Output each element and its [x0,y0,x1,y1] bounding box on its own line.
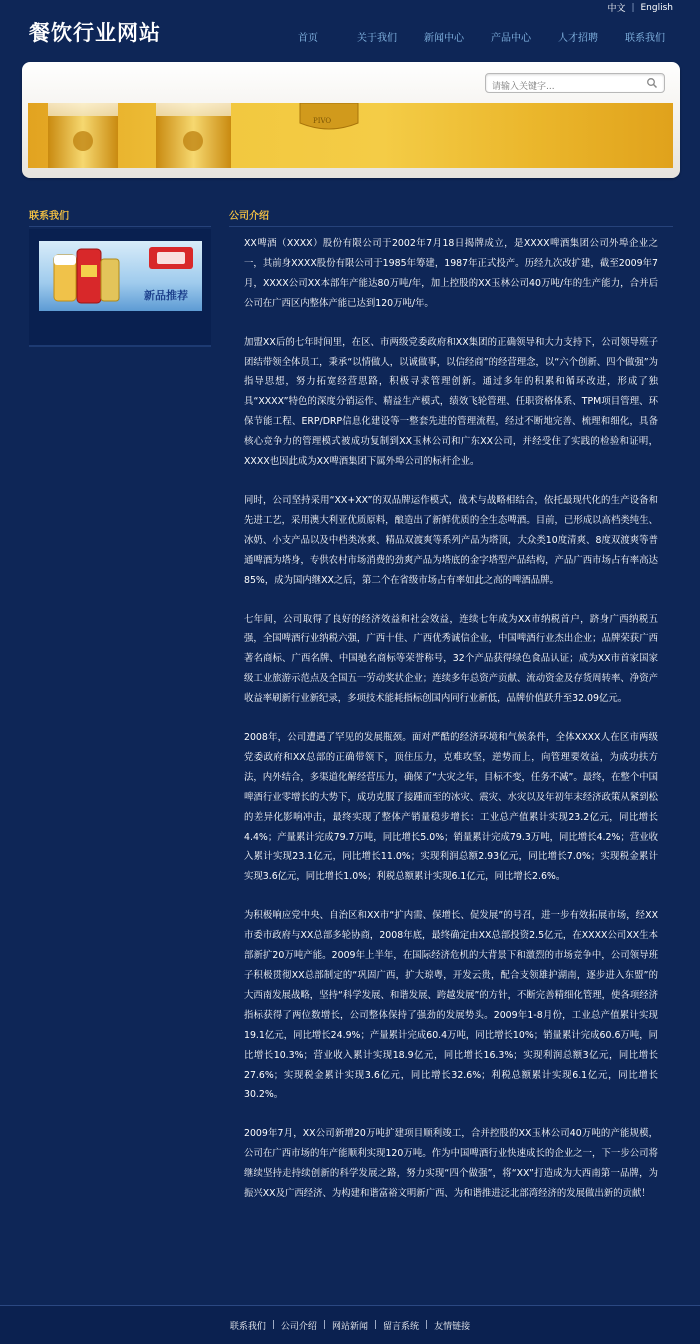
search-box [485,73,665,93]
footer [0,1306,700,1344]
nav-contact[interactable]: 联系我们 [625,33,665,44]
intro-paragraph: 加盟XX后的七年时间里，在区、市两级党委政府和XX集团的正确领导和大力支持下，公司领导班子团结带领全体员工，秉承“以情做人，以诚做事，以信经商”的经营理念，以“六个创新、四个做强”为指导思想，努力拓宽经营思路，积极寻求管理创新。通过多年的积累和循环改进，形成了独具“XXXX”特色的深度分销运作、精益生产模式，绩效飞轮管理、任职资格体系、TPM项目管理、环保节能工程、ERP/DRP信息化建设等一整套先进的管理流程，经过不断地完善、梳理和细化，具备核心竞争力的管理模式被成功复制到XX玉林公司和广东XX公司，并经受住了实践的检验和证明，XXXX也因此成为XX啤酒集团下属外埠公司的标杆企业。 [244,336,658,468]
language-bar [607,1,673,14]
intro-paragraph: 七年间，公司取得了良好的经济效益和社会效益，连续七年成为XX市纳税首户，跻身广西纳税五强，全国啤酒行业纳税六强，广西十佳、广西优秀诚信企业，中国啤酒行业杰出企业；品牌荣获广西著名商标、广西名牌、中国驰名商标等荣誉称号，32个产品获得绿色食品认证；成为XX市首家国家级工业旅游示范点及全国五一劳动奖状企业；连续多年总资产贡献、流动资金及存货周转率、净资产收益率刷新行业新纪录，多项技术能耗指标创国内同行业新低，品牌价值跃升至32.09亿元。 [244,613,658,705]
beer-glasses-illustration [28,103,673,168]
sidebar-box [29,229,211,347]
main-divider [229,226,673,227]
new-product-ad[interactable] [39,241,202,311]
footer-link-friends[interactable]: 友情链接 [434,1321,471,1332]
company-intro-content [244,234,658,1223]
banner-image [28,103,673,168]
footer-separator: | [322,1320,326,1330]
nav-news[interactable]: 新闻中心 [424,33,464,44]
footer-separator: | [425,1320,429,1330]
banner-panel [22,62,680,178]
lang-separator: | [631,2,635,13]
sidebar-title: 联系我们 [29,211,69,222]
nav-careers[interactable]: 人才招聘 [558,33,598,44]
intro-paragraph: 2008年，公司遭遇了罕见的发展瓶颈。面对严酷的经济环境和气候条件，全体XXXX人在区市两级党委政府和XX总部的正确带领下，顶住压力，克难攻坚，逆势而上，向管理要效益，为成功扶方法，内外结合，多渠道化解经营压力，确保了“大灾之年，目标不变，任务不减”。最终，在整个中国啤酒行业零增长的大势下，成功克服了接踵而至的冰灾、震灾、水灾以及年初年末经济政策从紧到松的差异化影响冲击，最终实现了整体产销量稳步增长：工业总产值累计实现23.2亿元，同比增长4.4%；产量累计完成79.7万吨，同比增长5.0%；销量累计完成79.3万吨，同比增长4.2%；营业收入累计实现23.1亿元，同比增长11.0%；实现利润总额2.93亿元，同比增长7.0%；实现税金累计实现3.6亿元，同比增长1.0%；利税总额累计实现6.1亿元，同比增长2.6%。 [244,732,658,883]
svg-text:PIVO: PIVO [313,117,332,125]
search-input[interactable] [486,78,636,96]
intro-paragraph: 为积极响应党中央、自治区和XX市“扩内需、保增长、促发展”的号召，进一步有效拓展市场，经XX市委市政府与XX总部多轮协商，2008年底，最终确定由XX总部投资2.5亿元，在XXXX公司XX生本部新扩20万吨产能。2009年上半年，在国际经济危机的大背景下和激烈的市场竞争中，公司领导班子积极贯彻XX总部制定的“巩固广西，扩大琼粤，开发云贵，配合支领雄护湖南，逐步进入东盟”的大西南发展战略，坚持“科学发展、和谐发展、跨越发展”的方针，不断完善精细化管理，使各项经济指标获得了两位数增长，公司整体保持了强劲的发展势头。2009年1-8月份，工业总产值累计实现19.1亿元，同比增长24.9%；产量累计完成60.4万吨，同比增长10%；销量累计完成60.6万吨，同比增长10.3%；营业收入累计实现18.9亿元，同比增长16.3%；实现利润总额3亿元，同比增长27.6%；实现税金累计实现3.6亿元，同比增长32.6%；利税总额累计实现6.1亿元，同比增长30.2%。 [244,910,658,1101]
intro-paragraph: 同时，公司坚持采用“XX+XX”的双品牌运作模式，战术与战略相结合，依托最现代化的生产设备和先进工艺，采用澳大利亚优质原料，酿造出了新鲜优质的全生态啤酒。目前，已形成以高档类纯生、冰奶、小支产品以及中档类冰爽、精品双渡爽等系列产品为塔顶，大众类10度清爽、8度双渡爽等普通啤酒为塔身，专供农村市场消费的劲爽产品为塔底的金字塔型产品结构，产品广西市场占有率高达85%，成为国内继XX之后，第二个在省级市场占有率如此之高的啤酒品牌。 [244,494,658,586]
sidebar-divider [29,226,211,227]
footer-link-about[interactable]: 公司介绍 [280,1321,317,1332]
footer-link-contact[interactable]: 联系我们 [229,1321,266,1332]
intro-paragraph: 2009年7月，XX公司新增20万吨扩建项目顺利竣工，合并控股的XX玉林公司40万吨的产能规模，公司在广西市场的年产能顺利实现120万吨。作为中国啤酒行业快速成长的企业之一，下一步公司将继续坚持走持续创新的科学发展之路，努力实现“四个做强”，将“XX”打造成为大西南第一品牌，为振兴XX及广西经济、为构建和谐富裕文明新广西、为和谐推进泛北部湾经济的发展做出新的贡献！ [244,1128,658,1200]
footer-separator: | [271,1320,275,1330]
nav-about[interactable]: 关于我们 [357,33,397,44]
search-icon[interactable] [646,77,658,89]
footer-separator: | [374,1320,378,1330]
footer-link-news[interactable]: 网站新闻 [331,1321,368,1332]
nav-home[interactable]: 首页 [298,33,318,44]
main-title: 公司介绍 [229,211,269,222]
main-nav [298,29,675,44]
site-logo[interactable]: 餐饮行业网站 [29,21,161,45]
intro-paragraph: XX啤酒（XXXX）股份有限公司于2002年7月18日揭牌成立，是XXXX啤酒集团公司外埠企业之一，其前身XXXX股份有限公司于1985年筹建，1987年正式投产。历经九次改扩建，截至2009年7月，XXXX公司XX本部年产能达80万吨/年，加上控股的XX玉林公司40万吨/年的生产能力，合并后公司在广西区内整体产能已达到120万吨/年。 [244,238,658,309]
lang-english-link[interactable]: English [640,2,673,13]
ad-label: 新品推荐 [144,289,188,302]
footer-link-guestbook[interactable]: 留言系统 [383,1321,420,1332]
lang-chinese-link[interactable]: 中文 [607,4,626,14]
nav-products[interactable]: 产品中心 [491,33,531,44]
